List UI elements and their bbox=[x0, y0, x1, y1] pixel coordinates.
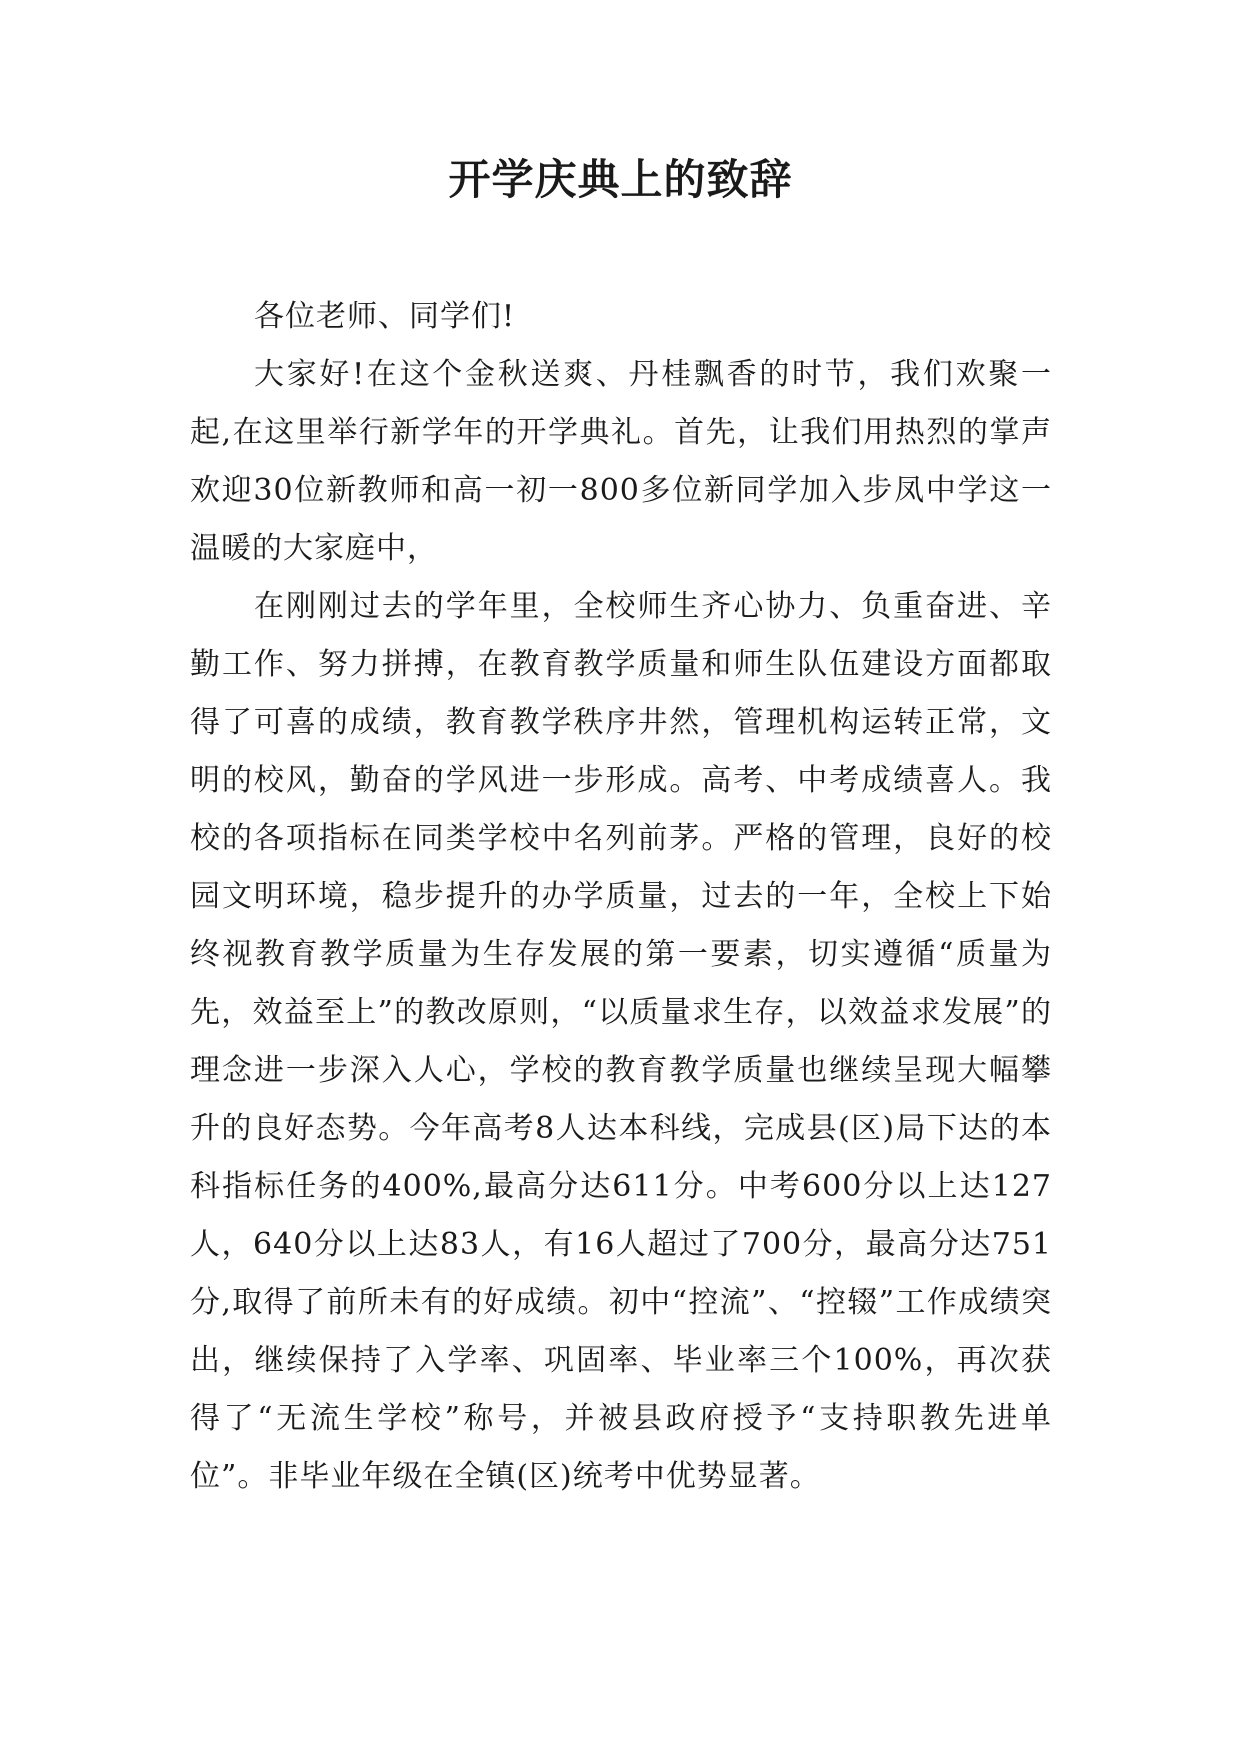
document-title: 开学庆典上的致辞 bbox=[448, 155, 793, 204]
document-body bbox=[190, 288, 1052, 1506]
achievements-paragraph: 在刚刚过去的学年里，全校师生齐心协力、负重奋进、辛勤工作、努力拼搏，在教育教学质量和师生队伍建设方面都取得了可喜的成绩，教育教学秩序井然，管理机构运转正常，文明的校风，勤奋的学风进一步形成。高考、中考成绩喜人。我校的各项指标在同类学校中名列前茅。严格的管理，良好的校园文明环境，稳步提升的办学质量，过去的一年，全校上下始终视教育教学质量为生存发展的第一要素，切实遵循“质量为先，效益至上”的教改原则，“以质量求生存，以效益求发展”的理念进一步深入人心，学校的教育教学质量也继续呈现大幅攀升的良好态势。今年高考8人达本科线，完成县(区)局下达的本科指标任务的400%,最高分达611分。中考600分以上达127人，640分以上达83人，有16人超过了700分，最高分达751分,取得了前所未有的好成绩。初中“控流”、“控辍”工作成绩突出，继续保持了入学率、巩固率、毕业率三个100%，再次获得了“无流生学校”称号，并被县政府授予“支持职教先进单位”。非毕业年级在全镇(区)统考中优势显著。 bbox=[190, 589, 1052, 1494]
salutation-paragraph: 各位老师、同学们! bbox=[254, 299, 516, 334]
greeting-paragraph: 大家好!在这个金秋送爽、丹桂飘香的时节，我们欢聚一起,在这里举行新学年的开学典礼。首先，让我们用热烈的掌声欢迎30位新教师和高一初一800多位新同学加入步凤中学这一温暖的大家庭中， bbox=[190, 357, 1052, 566]
